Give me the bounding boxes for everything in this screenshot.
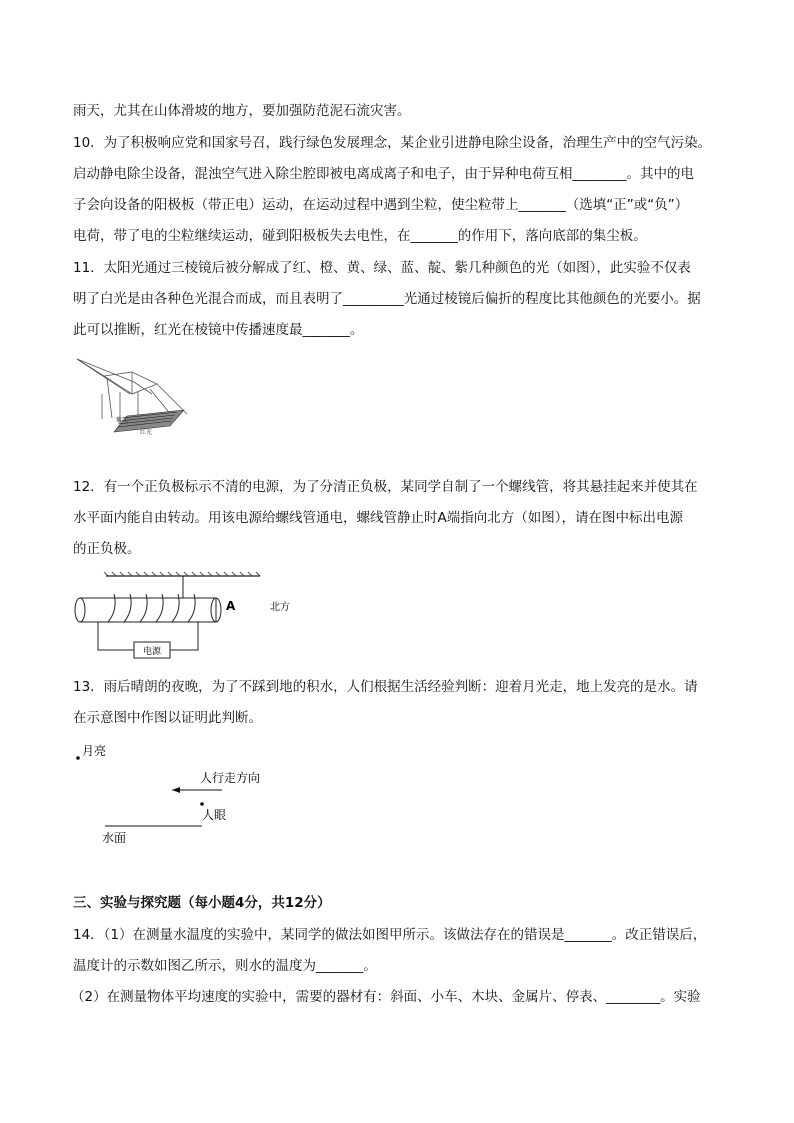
- water-surface-label: 水面: [102, 831, 127, 845]
- question-10-line-3: 子会向设备的阳极板（带正电）运动，在运动过程中遇到尘粒，使尘粒带上_______（选填“正”或“负”）: [73, 197, 689, 213]
- prism-dispersion-figure: [72, 354, 192, 436]
- question-11-line-3: 此可以推断，红光在棱镜中传播速度最_______。: [73, 322, 364, 338]
- question-11-line-1: 11．太阳光通过三棱镜后被分解成了红、橙、黄、绿、蓝、靛、紫几种颜色的光（如图），此实验不仅表: [73, 260, 691, 276]
- moon-label: 月亮: [82, 744, 107, 758]
- question-14-line-1: 14．（1）在测量水温度的实验中，某同学的做法如图甲所示。该做法存在的错误是_______。改正错误后，: [73, 927, 707, 943]
- question-10-line-1: 10．为了积极响应党和国家号召，践行绿色发展理念，某企业引进静电除尘设备，治理生产中的空气污染。: [73, 135, 712, 151]
- red-light-label: 红光: [140, 429, 153, 436]
- north-label: 北方: [270, 602, 290, 613]
- paragraph-line: 雨天，尤其在山体滑坡的地方，要加强防范泥石流灾害。: [73, 103, 411, 119]
- question-12-line-3: 的正负极。: [73, 541, 141, 557]
- solenoid-figure: [70, 568, 310, 664]
- section-3-heading: 三、实验与探究题（每小题4分，共12分）: [73, 895, 331, 911]
- question-12-line-1: 12．有一个正负极标示不清的电源，为了分清正负极，某同学自制了一个螺线管，将其悬挂起来并使其在: [73, 479, 698, 495]
- question-13-line-2: 在示意图中作图以证明此判断。: [73, 710, 262, 726]
- eye-label: 人眼: [202, 808, 227, 822]
- end-a-label: A: [226, 599, 236, 613]
- moonlight-figure: [70, 740, 290, 850]
- question-14-line-3: （2）在测量物体平均速度的实验中，需要的器材有：斜面、小车、木块、金属片、停表、________。实验: [71, 989, 701, 1005]
- walking-direction-label: 人行走方向: [200, 771, 261, 785]
- question-13-line-1: 13．雨后晴朗的夜晚，为了不踩到地的积水，人们根据生活经验判断：迎着月光走，地上发亮的是水。请: [73, 679, 698, 695]
- violet-light-label: 紫光: [116, 417, 129, 424]
- question-10-line-2: 启动静电除尘设备，混浊空气进入除尘腔即被电离成离子和电子，由于异种电荷互相________。其中的电: [73, 166, 694, 182]
- question-11-line-2: 明了白光是由各种色光混合而成，而且表明了_________光通过棱镜后偏折的程度比其他颜色的光要小。据: [73, 291, 701, 307]
- question-10-line-4: 电荷，带了电的尘粒继续运动，碰到阳极板失去电性，在_______的作用下，落向底部的集尘板。: [73, 228, 647, 244]
- power-source-label: 电源: [142, 647, 162, 657]
- question-12-line-2: 水平面内能自由转动。用该电源给螺线管通电，螺线管静止时A端指向北方（如图），请在图中标出电源: [73, 510, 683, 526]
- question-14-line-2: 温度计的示数如图乙所示，则水的温度为_______。: [73, 958, 377, 974]
